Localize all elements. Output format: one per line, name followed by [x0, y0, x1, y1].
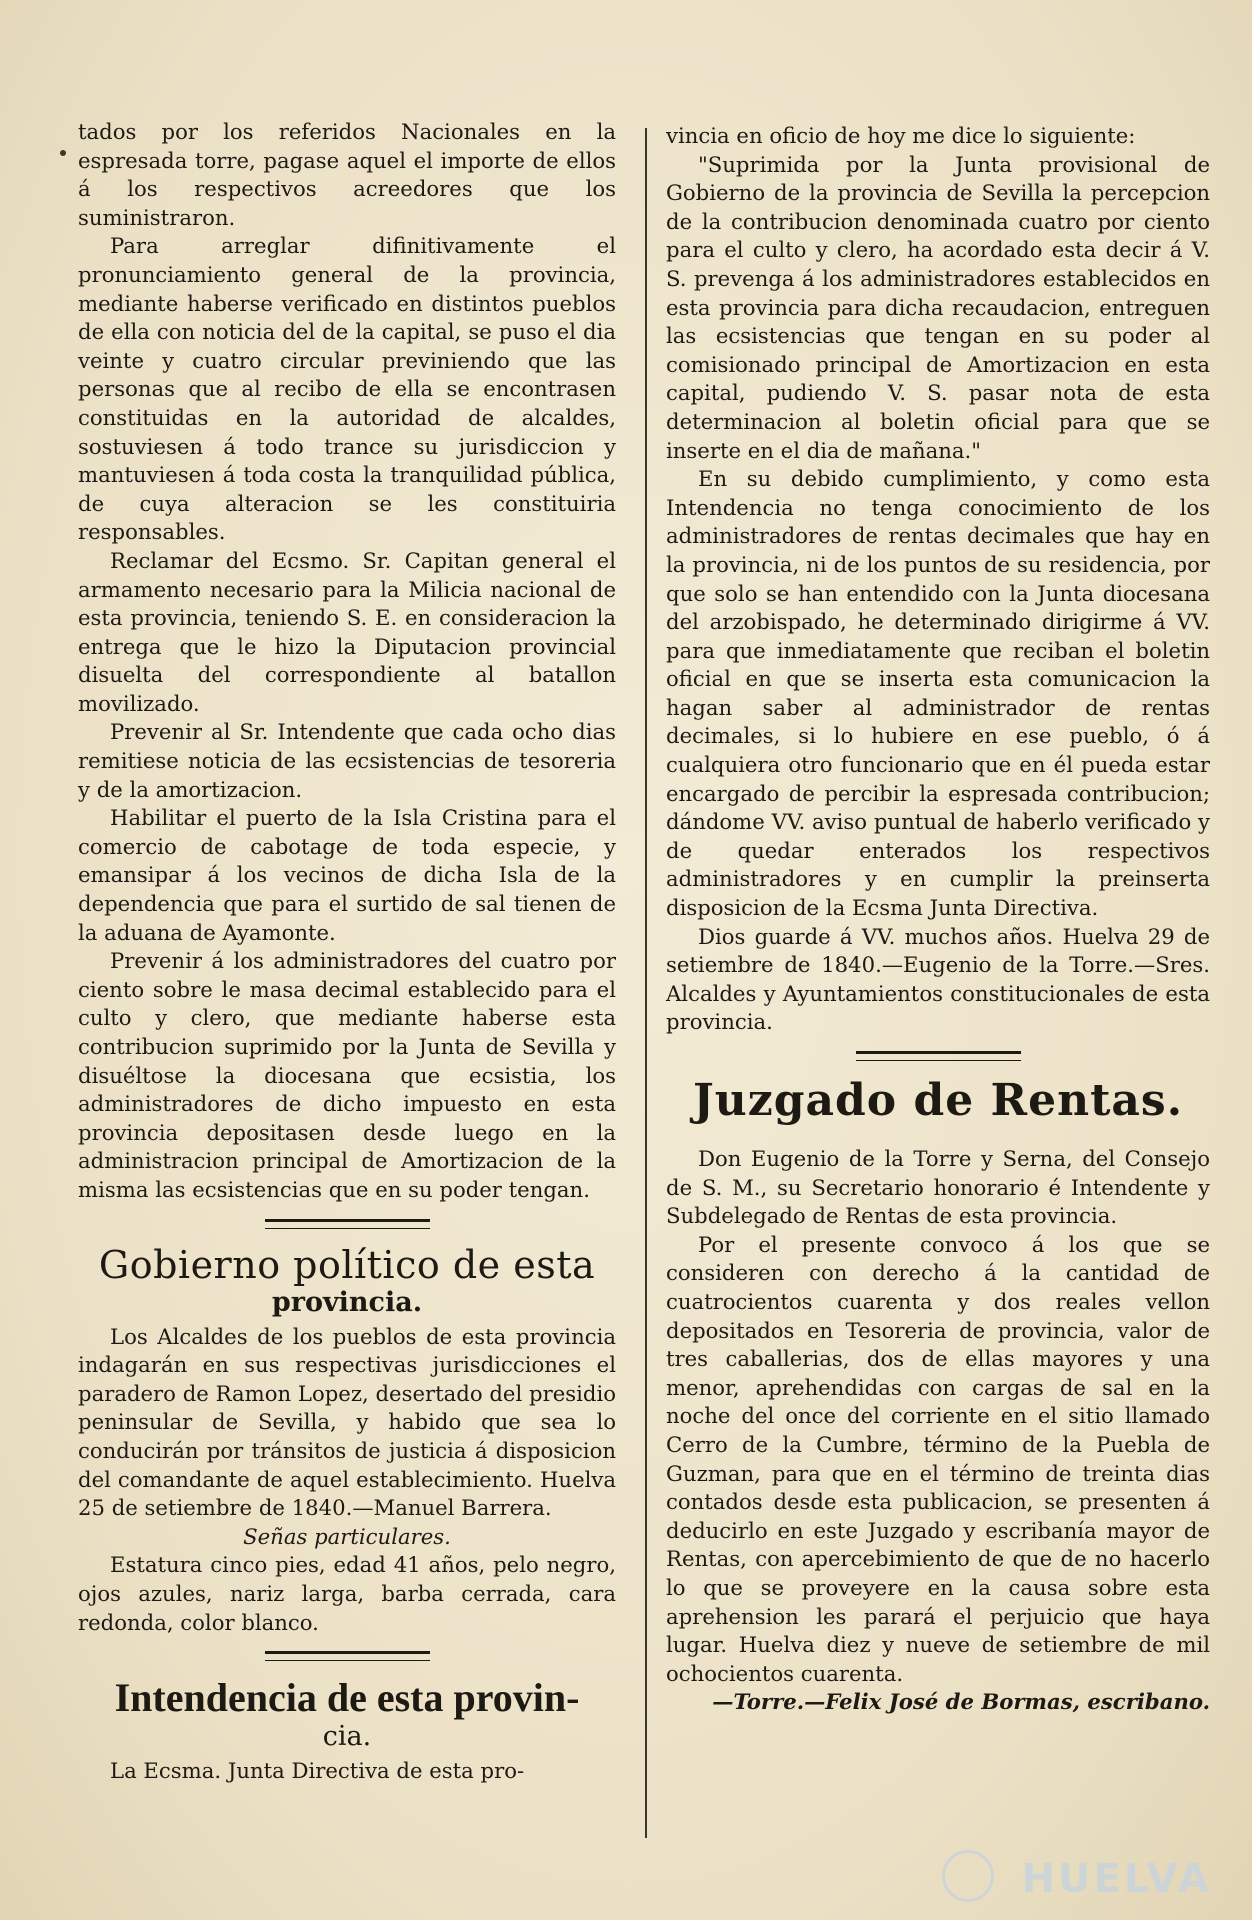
left-paragraph-4: Prevenir al Sr. Intendente que cada ocho dias remitiese noticia de las ecsistencias de tesoreria y de la amortizacion.	[78, 719, 616, 802]
left-paragraph-1: tados por los referidos Nacionales en la espresada torre, pagase aquel el importe de ellos á los respectivos acreedores que los suministraron.	[78, 119, 616, 230]
section-separator	[265, 1651, 430, 1661]
left-paragraph-9: La Ecsma. Junta Directiva de esta pro-	[110, 1758, 525, 1784]
section-separator	[265, 1219, 430, 1229]
left-paragraph-6: Prevenir á los administradores del cuatro por ciento sobre le masa decimal establecido para el culto y clero, que mediante haberse esta contribucion suprimido por la Junta de Sevilla y disuéltose la diocesana que ecsistia, los administradores de dicho impuesto en esta provincia depositasen desde luego en la administracion principal de Amortizacion de la misma las ecsistencias que en su poder tengan.	[78, 948, 616, 1202]
watermark: HUELVA	[1021, 1856, 1212, 1902]
left-column	[78, 118, 616, 1786]
column-divider	[645, 128, 647, 1838]
heading-juzgado: Juzgado de Rentas.	[692, 1075, 1184, 1126]
left-paragraph-3: Reclamar del Ecsmo. Sr. Capitan general el armamento necesario para la Milicia nacional de esta provincia, teniendo S. E. en consideracion la entrega que le hizo la Diputacion provincial disuelta del correspondiente al batallon movilizado.	[78, 547, 616, 716]
right-paragraph-5: Don Eugenio de la Torre y Serna, del Consejo de S. M., su Secretario honorario é Intendente y Subdelegado de Rentas de esta provincia.	[666, 1146, 1210, 1229]
right-paragraph-1: vincia en oficio de hoy me dice lo siguiente:	[666, 123, 1136, 148]
senas-heading: Señas particulares.	[243, 1523, 451, 1549]
left-paragraph-5: Habilitar el puerto de la Isla Cristina para el comercio de cabotage de toda especie, y emansipar á los vecinos de dicha Isla de la dependencia que para el surtido de sal tienen de la aduana de Ayamonte.	[78, 805, 616, 945]
left-paragraph-8: Estatura cinco pies, edad 41 años, pelo negro, ojos azules, nariz larga, barba cerrada, cara redonda, color blanco.	[78, 1552, 616, 1635]
heading-gobierno-cont: provincia.	[271, 1286, 423, 1318]
right-column	[666, 122, 1210, 1717]
heading-gobierno: Gobierno político de esta	[98, 1242, 596, 1287]
section-separator	[856, 1051, 1021, 1061]
right-paragraph-3: En su debido cumplimiento, y como esta Intendencia no tenga conocimiento de los administradores de rentas decimales que hay en la provincia, ni de los puntos de su residencia, por que solo se han entendido con la Junta diocesana del arzobispado, he determinado dirigirme á VV. para que inmediatamente que reciban el boletin oficial en que se inserta esta comunicacion la hagan saber al administrador de rentas decimales, si lo hubiere en ese pueblo, ó á cualquiera otro funcionario que en él pueda estar encargado de percibir la espresada contribucion; dándome VV. aviso puntual de haberlo verificado y de quedar enterados los respectivos administradores y en cumplir la preinserta disposicion de la Ecsma Junta Directiva.	[666, 466, 1210, 921]
right-paragraph-2: "Suprimida por la Junta provisional de Gobierno de la provincia de Sevilla la percepcion de la contribucion denominada cuatro por ciento para el culto y clero, ha acordado esta decir á V. S. prevenga á los administradores establecidos en esta provincia para dicha recaudacion, entreguen las ecsistencias que tengan en su poder al comisionado principal de Amortizacion en esta capital, pudiendo V. S. pasar nota de esta determinacion al boletin oficial para que se inserte en el dia de mañana."	[666, 151, 1210, 463]
right-paragraph-6: Por el presente convoco á los que se consideren con derecho á la cantidad de cuatrocientos cuarenta y dos reales vellon depositados en Tesoreria de provincia, valor de tres caballerias, dos de ellas mayores y una menor, aprehendidas con cargas de sal en la noche del once del corriente en el sitio llamado Cerro de la Cumbre, término de la Puebla de Guzman, para que en el término de treinta dias contados desde esta publicacion, se presenten á deducirlo en este Juzgado y escribanía mayor de Rentas, con apercebimiento de que de no hacerlo lo que se proveyere en la causa sobre esta aprehension les parará el perjuicio que haya lugar. Huelva diez y nueve de setiembre de mil ochocientos cuarenta.	[666, 1231, 1210, 1686]
watermark-seal-icon	[942, 1850, 994, 1902]
right-paragraph-4: Dios guarde á VV. muchos años. Huelva 29 de setiembre de 1840.—Eugenio de la Torre.—Sres. Alcaldes y Ayuntamientos constitucionales de esta provincia.	[666, 923, 1210, 1035]
left-paragraph-7: Los Alcaldes de los pueblos de esta provincia indagarán en sus respectivas jurisdicciones el paradero de Ramon Lopez, desertado del presidio peninsular de Sevilla, y habido que sea lo conducirán por tránsitos de justicia á disposicion del comandante de aquel establecimiento. Huelva 25 de setiembre de 1840.—Manuel Barrera.	[78, 1323, 616, 1521]
left-paragraph-2: Para arreglar difinitivamente el pronunciamiento general de la provincia, mediante haberse verificado en distintos pueblos de ella con noticia del de la capital, se puso el dia veinte y cuatro circular previniendo que las personas que al recibo de ella se encontrasen constituidas en la autoridad de alcaldes, sostuviesen á todo trance su jurisdiccion y mantuviesen á toda costa la tranquilidad pública, de cuya alteracion se les constituiria responsables.	[78, 233, 616, 545]
heading-intendencia: Intendencia de esta provin-	[114, 1675, 580, 1721]
signature: —Torre.—Felix José de Bormas, escribano.	[712, 1689, 1210, 1715]
ink-mark	[60, 150, 66, 156]
heading-intendencia-cont: cia.	[322, 1721, 372, 1753]
